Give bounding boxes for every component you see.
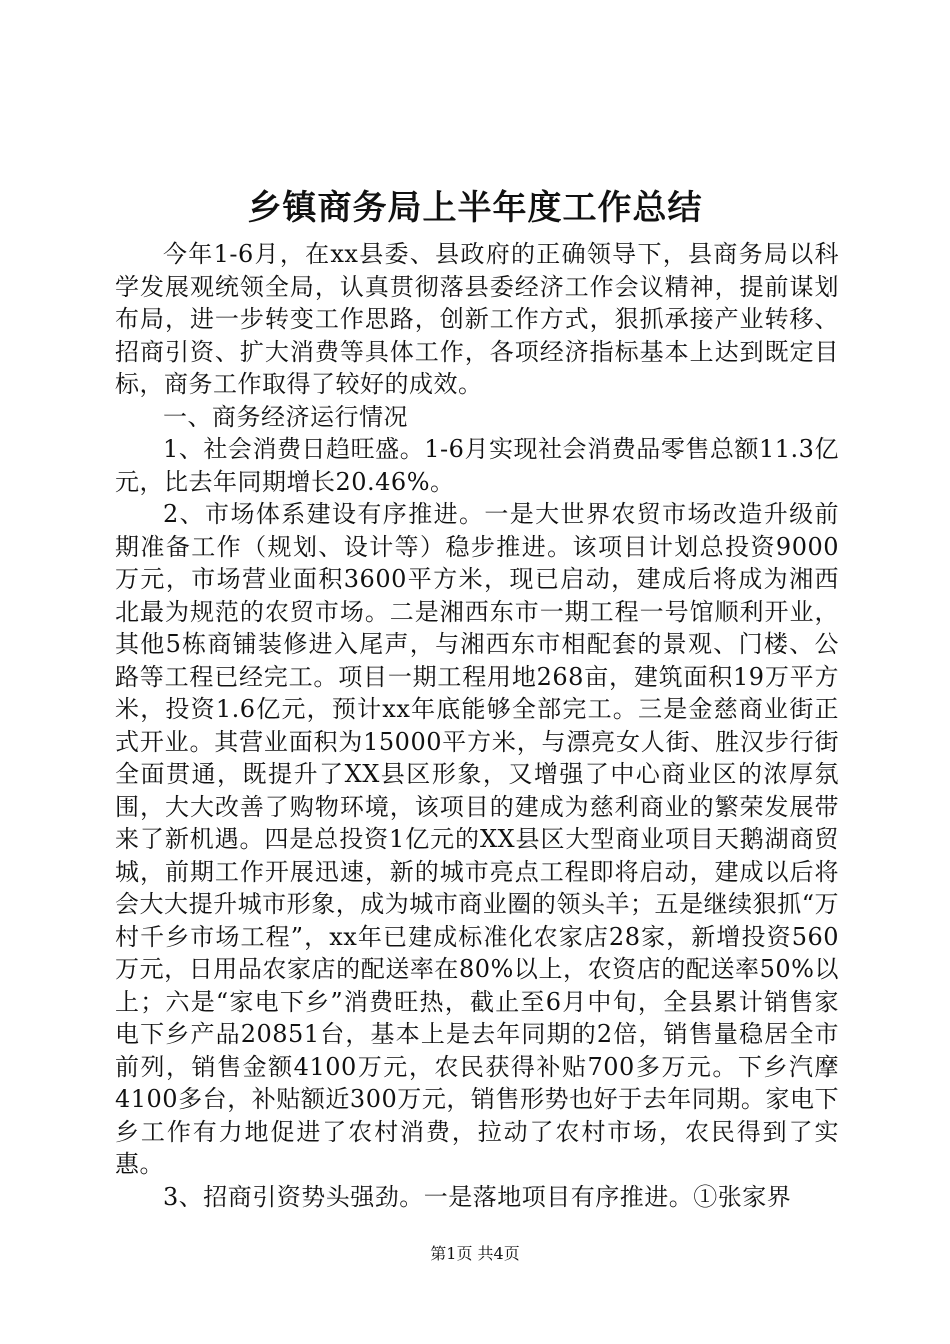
paragraph-investment: 3、招商引资势头强劲。一是落地项目有序推进。①张家界 [163,1182,792,1211]
page-footer: 第1页 共4页 [430,1244,520,1263]
document-title: 乡镇商务局上半年度工作总结 [247,188,703,228]
paragraph-consumption: 1、社会消费日趋旺盛。1-6月实现社会消费品零售总额11.3亿元，比去年同期增长20.46%。 [115,435,839,496]
document-body [115,238,839,1213]
paragraph-intro: 今年1-6月，在xx县委、县政府的正确领导下，县商务局以科学发展观统领全局，认真贯彻落县委经济工作会议精神，提前谋划布局，进一步转变工作思路，创新工作方式，狠抓承接产业转移、招商引资、扩大消费等具体工作，各项经济指标基本上达到既定目标，商务工作取得了较好的成效。 [115,240,839,398]
paragraph-market-system: 2、市场体系建设有序推进。一是大世界农贸市场改造升级前期准备工作（规划、设计等）稳步推进。该项目计划总投资9000万元，市场营业面积3600平方米，现已启动，建成后将成为湘西北最为规范的农贸市场。二是湘西东市一期工程一号馆顺利开业，其他5栋商铺装修进入尾声，与湘西东市相配套的景观、门楼、公路等工程已经完工。项目一期工程用地268亩，建筑面积19万平方米，投资1.6亿元，预计xx年底能够全部完工。三是金慈商业街正式开业。其营业面积为15000平方米，与漂亮女人街、胜汉步行街全面贯通，既提升了XX县区形象，又增强了中心商业区的浓厚氛围，大大改善了购物环境，该项目的建成为慈利商业的繁荣发展带来了新机遇。四是总投资1亿元的XX县区大型商业项目天鹅湖商贸城，前期工作开展迅速，新的城市亮点工程即将启动，建成以后将会大大提升城市形象，成为城市商业圈的领头羊；五是继续狠抓“万村千乡市场工程”，xx年已建成标准化农家店28家，新增投资560万元，日用品农家店的配送率在80%以上，农资店的配送率50%以上；六是“家电下乡”消费旺热，截止至6月中旬，全县累计销售家电下乡产品20851台，基本上是去年同期的2倍，销售量稳居全市前列，销售金额4100万元，农民获得补贴700多万元。下乡汽摩4100多台，补贴额近300万元，销售形势也好于去年同期。家电下乡工作有力地促进了农村消费，拉动了农村市场，农民得到了实惠。 [115,500,839,1178]
section-heading-1: 一、商务经济运行情况 [163,402,408,431]
